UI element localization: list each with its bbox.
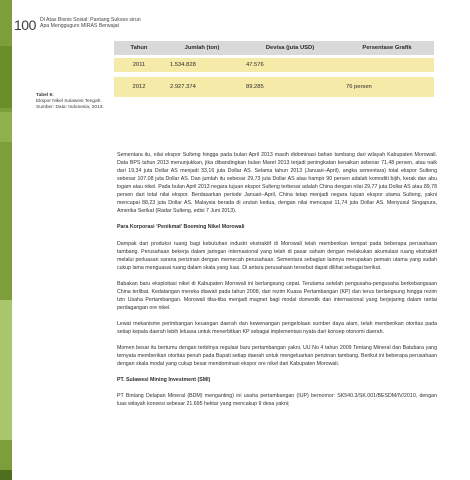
caption-text: Ekspor Nikel Sulawesi Tengah. Sumber: Data: Indonesia, 2013. [36,98,104,110]
table-cell: 1.534.828 [170,62,196,68]
table-cell: 47.576 [246,62,264,68]
export-table [114,41,434,97]
left-bar-segment [0,470,12,480]
table-cell: 2.927.374 [170,84,196,90]
left-color-bar [0,0,12,480]
paragraph: Lewat mekanisme perimbangan keuangan daerah dan kewenangan pengelolaan sumber daya alam, telah memberikan otoritas pada setiap kepala daerah lebih leluasa untuk menerbitkan KP sebagai implementasi nyata dari konsep otonomi daerah. [117,320,437,336]
paragraph: Sementara itu, nilai ekspor Sulteng hingga pada bulan April 2013 masih didominasi bahan tambang dari wilayah Kabupaten Morowali. Data BPS tahun 2013 menunjukkan, jika dibandingkan bulan Maret 2013 terjadi peningkatan kenaikan sebesar 71,48 persen, atau naik dari 19,34 juta Dollar AS menjadi 33,16 juta Dollar AS. Selama tahun 2013 (Januari–April), angka sementara) total ekspor Sulteng sebesar 107,08 juta Dollar AS. Dan jumlah itu sebesar 29,73 juta Dollar AS atau hampir 90 persen adalah komoditi bijih, kerak dan abu logam atau nikel. Pada bulan April 2013 negara tujuan ekspor Sulteng terbesar adalah China dengan nilai 29,77 juta Dollar AS atau 89,78 persen dari total nilai ekspor. Berdasarkan periode Januari–April, China tetap menjadi negara tujuan ekspor utama Sulteng, yakni mencapai 88,23 juta Dollar AS. Malaysia berada di urutan kedua, dengan nilai mencapai 11,74 juta Dollar AS. Menyusul Singapura, Amerika Serikat (Radar Sulteng, edisi 7 Juni 2013). [117,152,437,215]
table-row [114,77,434,97]
page-number: 100 [14,17,36,33]
paragraph: Momen besar itu bertumu dengan terbitnya regulasi baru pertambangan yakni, UU No 4 tahun 2009 Tentang Mineral dan Batubara yang ternyata memberikan otoritas penuh pada Bupati setiap daerah untuk mengeluarkan perizinan tambang. Berikut ini beberapa perusahaan dengan skala modal yang cukup besar mendominasi ekspor ore nikel dari Kabupaten Morowali. [117,345,437,368]
left-bar-segment [0,46,12,108]
paragraph: PT Bintang Delapan Mineral (BDM) menganting) ini usaha pertambangan (IUP) bernomor: SK540.3/SK.001/BESDM/IV/2010, dengan luas wilayah konsesi sebesar 21.695 hektar yang mencakup 9 desa yakni; [117,393,437,408]
column-header: Devisa (juta USD) [265,45,315,51]
section-heading: Para Korporasi ‘Penikmat’ Booming Nikel Morowali [117,224,245,231]
left-bar-segment [0,112,12,142]
paragraph: Babakan baru eksploitasi nikel di Kabupaten Morowali ini berlangsung cepat. Terutama setelah pengusaha-pengusaha berkebangsaan China terlibat. Kedatangan mereka diawali pada tahun 2008, dari rezim Kuasa Pertambangan (KP) dan terus berlangsung hingga rezim Izin Usaha Pertambangan. Morowali tiba-tiba menjadi magnet bagi modal domestik dan internasional yang berjejaring dalam rantai perdagangan ore nikel. [117,280,437,311]
table-caption [36,93,112,110]
article-body [117,151,437,417]
column-header: Persentase Grafik [362,45,412,51]
column-header: Tahun [130,45,148,51]
table-cell: 89.285 [246,84,264,90]
section-heading: PT. Sulawesi Mining Investment (SMI) [117,377,211,384]
caption-title: Tabel 6: [36,93,54,98]
paragraph: Dampak dari produksi ruang bagi kebutuhan industri ekstraktif di Morowali telah memberikan tempat pada beberapa perusahaan tambang. Perusahaan bekerja dalam jaringan internasional yang telah di pasar saham dengan melakukan akumulasi ruang ekstraktif melalui perluasan sarana perizinan dengan memecah perusahaan. Sementara sebagian lainnya merupakan pemain utama yang sudah cukup lama menguasai ruang dalam skala yang luas. Di antara perusahaan tersebut dapat dilihat sebagai berikut. [117,240,437,271]
table-cell: 76 persen [346,84,372,90]
column-header: Jumlah (ton) [184,45,220,51]
left-bar-segment [0,300,12,440]
table-cell: 2012 [132,84,146,90]
table-cell: 2011 [132,62,146,68]
table-row [114,58,434,72]
running-head: Di Atas Bisnis Sosial: Pantang Sukses sirun Apa Menggugurs MIRAS Berwajat [40,17,141,30]
table-header [114,41,434,55]
